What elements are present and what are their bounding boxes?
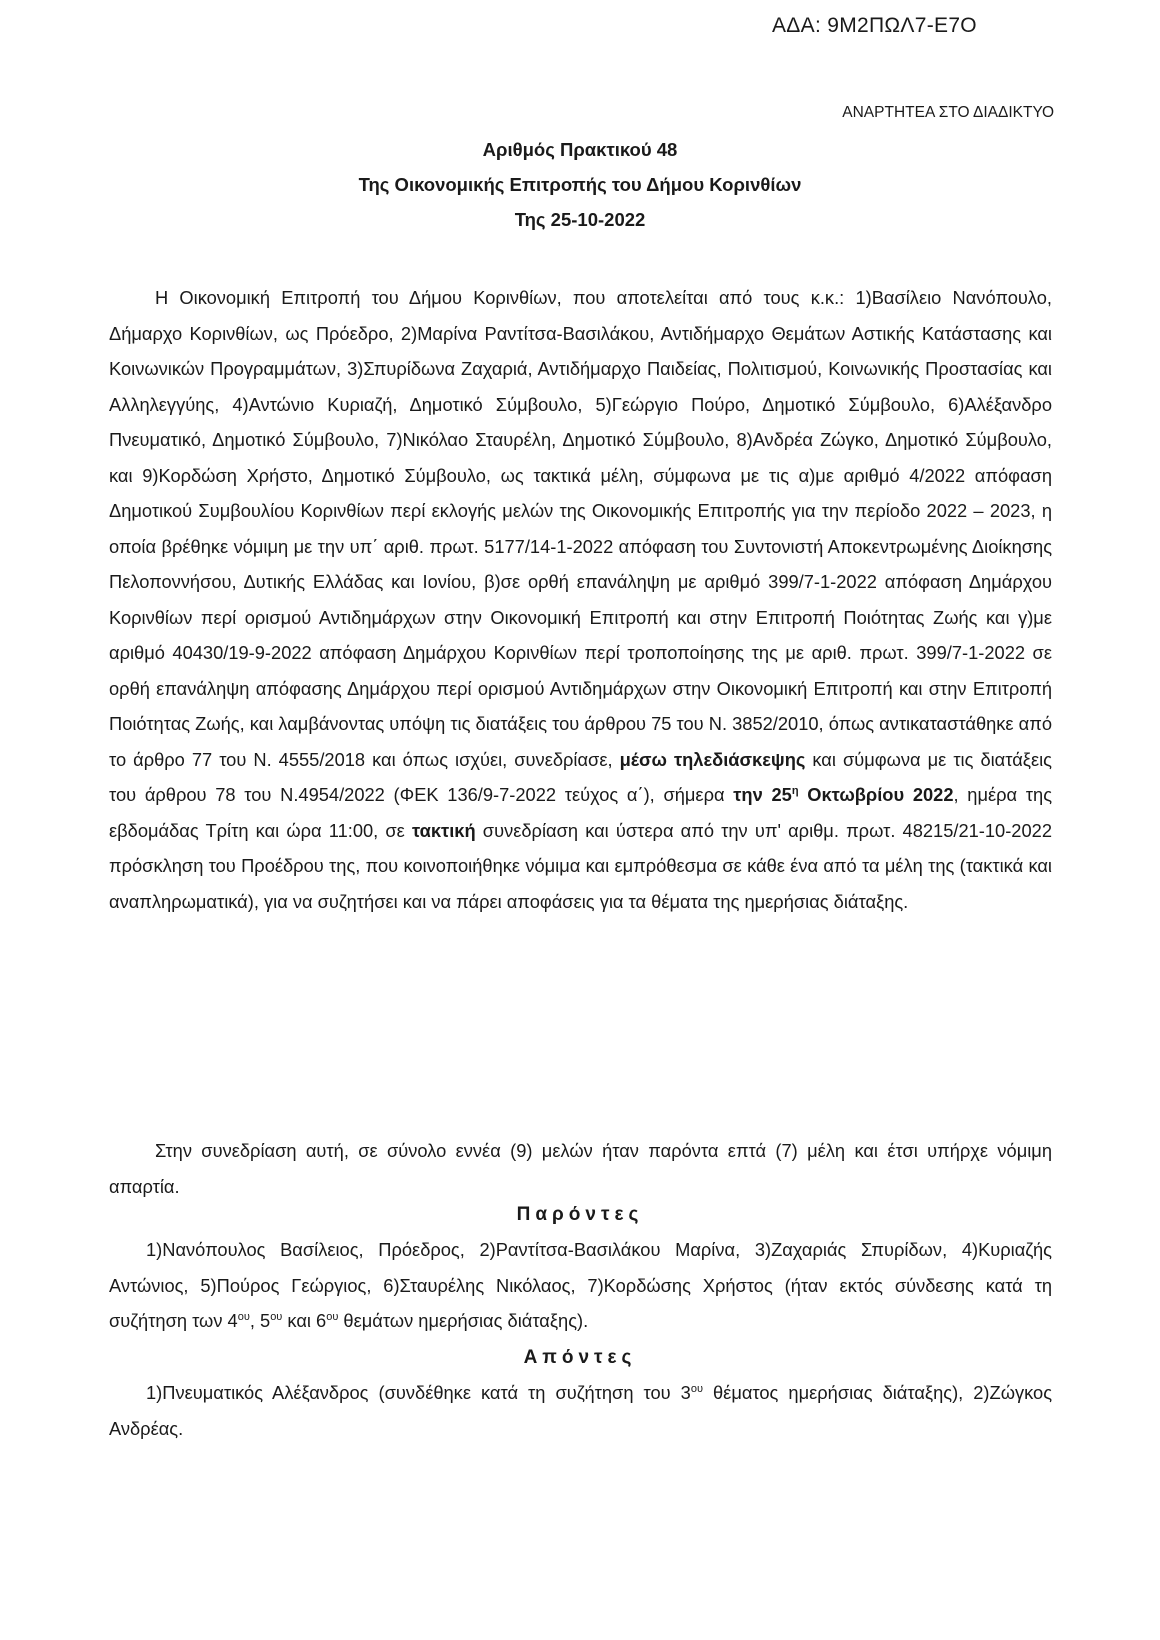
ordinal-suffix: ου [690,1383,703,1395]
paragraph-text: συνεδρίαση και ύστερα από την υπ' αριθμ. πρωτ. 48215/21-10-2022 πρόσκληση του Προέδρου της, που κοινοποιήθηκε νόμιμα και εμπρόθεσμα σε κάθε ένα από τα μέλη της (τακτικά και αναπληρωματικά), για να συζητήσει και να πάρει αποφάσεις για τα θέματα της ημερήσιας διάταξης. [109,819,1052,912]
ordinal-suffix: η [791,785,799,797]
intro-paragraph [109,280,1052,919]
meeting-date: Της 25-10-2022 [514,209,646,230]
present-text: και 6 [282,1310,327,1331]
ordinal-suffix: ου [326,1311,339,1323]
document-title [0,132,1160,237]
ada-code: ΑΔΑ: 9Μ2ΠΩΛ7-Ε7Ο [772,14,977,37]
absent-text: θέματος ημερήσιας διάταξης), 2)Ζώγκος Ανδρέας. [109,1382,1052,1439]
committee-name: Της Οικονομικής Επιτροπής του Δήμου Κορινθίων [358,174,802,195]
post-online-note: ΑΝΑΡΤΗΤΕΑ ΣΤΟ ΔΙΑΔΙΚΤΥΟ [842,104,1054,121]
absent-members [109,1375,1052,1446]
quorum-text: Στην συνεδρίαση αυτή, σε σύνολο εννέα (9) μελών ήταν παρόντα επτά (7) μέλη και έτσι υπήρχε νόμιμη απαρτία. [109,1140,1052,1197]
ordinal-suffix: ου [270,1311,283,1323]
absent-text: 1)Πνευματικός Αλέξανδρος (συνδέθηκε κατά τη συζήτηση του 3 [146,1382,691,1403]
present-members [109,1232,1052,1339]
minutes-number: Αριθμός Πρακτικού 48 [482,139,678,160]
bold-date-month: Οκτωβρίου 2022 [798,784,954,805]
bold-teleconference: μέσω τηλεδιάσκεψης [619,748,806,770]
paragraph-text: Η Οικονομική Επιτροπή του Δήμου Κορινθίων, που αποτελείται από τους κ.κ.: 1)Βασίλειο Νανόπουλο, Δήμαρχο Κορινθίων, ως Πρόεδρο, 2)Μαρίνα Ραντίτσα-Βασιλάκου, Αντιδήμαρχο Θεμάτων Αστικής Κατάστασης και Κοινωνικών Προγραμμάτων, 3)Σπυρίδωνα Ζαχαριά, Αντιδήμαρχο Παιδείας, Πολιτισμού, Κοινωνικής Προστασίας και Αλληλεγγύης, 4)Αντώνιο Κυριαζή, Δημοτικό Σύμβουλο, 5)Γεώργιο Πούρο, Δημοτικό Σύμβουλο, 6)Αλέξανδρο Πνευματικό, Δημοτικό Σύμβουλο, 7)Νικόλαο Σταυρέλη, Δημοτικό Σύμβουλο, 8)Ανδρέα Ζώγκο, Δημοτικό Σύμβουλο, και 9)Κορδώση Χρήστο, Δημοτικό Σύμβουλο, ως τακτικά μέλη, σύμφωνα με τις α)με αριθμό 4/2022 απόφαση Δημοτικού Συμβουλίου Κορινθίων περί εκλογής μελών της Οικονομικής Επιτροπής για την περίοδο 2022 – 2023, η οποία βρέθηκε νόμιμη με την υπ΄ αριθ. πρωτ. 5177/14-1-2022 απόφαση του Συντονιστή Αποκεντρωμένης Διοίκησης Πελοποννήσου, Δυτικής Ελλάδας και Ιονίου, β)σε ορθή επανάληψη με αριθμό 399/7-1-2022 απόφαση Δημάρχου Κορινθίων περί ορισμού Αντιδημάρχων στην Οικονομική Επιτροπή και στην Επιτροπή Ποιότητας Ζωής και γ)με αριθμό 40430/19-9-2022 απόφαση Δημάρχου Κορινθίων περί τροποποίησης της με αριθ. πρωτ. 399/7-1-2022 σε ορθή επανάληψη απόφασης Δημάρχου περί ορισμού Αντιδημάρχων στην Οικονομική Επιτροπή και στην Επιτροπή Ποιότητας Ζωής, και λαμβάνοντας υπόψη τις διατάξεις του άρθρου 75 του Ν. 3852/2010, όπως αντικαταστάθηκε από το άρθρο 77 του Ν. 4555/2018 και όπως ισχύει, συνεδρίασε, [109,287,1052,770]
bold-date [733,784,953,805]
absent-heading: Απόντες [523,1347,637,1368]
present-heading: Παρόντες [516,1204,644,1225]
present-text: , 5 [249,1310,271,1331]
quorum-paragraph [109,1133,1052,1204]
bold-regular-session: τακτική [411,819,476,841]
present-text: θεμάτων ημερήσιας διάταξης). [338,1310,589,1331]
paragraph-text: , ημέρα της εβδομάδας Τρίτη και ώρα 11:00, σε [109,784,1053,841]
present-text: 1)Νανόπουλος Βασίλειος, Πρόεδρος, 2)Ραντίτσα-Βασιλάκου Μαρίνα, 3)Ζαχαριάς Σπυρίδων, 4)Κυριαζής Αντώνιος, 5)Πούρος Γεώργιος, 6)Σταυρέλης Νικόλαος, 7)Κορδώσης Χρήστος (ήταν εκτός σύνδεσης κατά τη συζήτηση των 4 [109,1239,1052,1331]
ordinal-suffix: ου [237,1311,250,1323]
bold-date-day: την 25 [733,784,792,805]
paragraph-text: και σύμφωνα με τις διατάξεις του άρθρου 78 του Ν.4954/2022 (ΦΕΚ 136/9-7-2022 τεύχος α΄), σήμερα [109,748,1052,805]
